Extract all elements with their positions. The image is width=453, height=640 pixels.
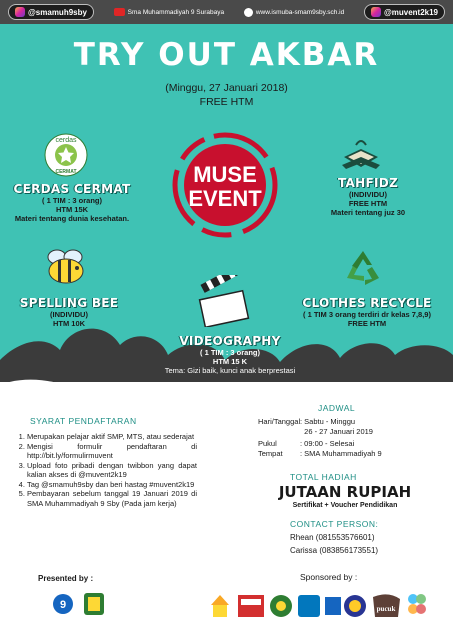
jadwal-key: Hari/Tanggal: [258, 417, 301, 426]
instagram-icon: [15, 7, 25, 17]
jadwal-row: [258, 449, 382, 458]
event-fee: FREE HTM: [199, 96, 254, 108]
hadiah-heading: TOTAL HADIAH: [290, 472, 357, 482]
wordpress-icon: [244, 8, 253, 17]
muse-line1: MUSE: [193, 162, 257, 187]
tahfidz-detail-2: FREE HTM: [348, 199, 388, 208]
muse-line2: EVENT: [188, 186, 262, 211]
hadiah-note: Sertifikat + Voucher Pendidikan: [292, 502, 398, 509]
jadwal-key: Pukul: [258, 439, 277, 448]
sponsored-by-label: Sponsored by :: [300, 572, 358, 582]
jadwal-row: [258, 417, 355, 426]
syarat-item: 3. Upload foto pribadi dengan twibbon yang dapat kalian akses di @muvent2k19: [27, 461, 197, 480]
tahfidz-detail-1: (INDIVIDU): [349, 190, 387, 199]
recycle-icon: [343, 248, 383, 288]
youtube-text: Sma Muhammadiyah 9 Surabaya: [127, 8, 225, 16]
social-bar: [0, 0, 453, 24]
cerdas-detail-2: HTM 15K: [55, 205, 89, 214]
bee-icon: [44, 248, 90, 284]
poster-title: TRY OUT AKBAR: [73, 37, 380, 73]
jadwal-value: : 09:00 - Selesai: [300, 439, 355, 448]
quran-icon: [340, 135, 382, 175]
instagram-right-text: @muvent2k19: [383, 7, 438, 17]
syarat-item: 2. Mengisi formulir pendaftaran di http://bit.ly/formulirmuvent: [27, 442, 197, 461]
spelling-title: SPELLING BEE: [19, 296, 119, 310]
syarat-list: [13, 432, 197, 508]
jadwal-heading: JADWAL: [318, 403, 356, 413]
jadwal-value: : SMA Muhammadiyah 9: [300, 449, 382, 458]
svg-text:pucuk: pucuk: [376, 605, 396, 613]
event-spelling-bee: [14, 296, 124, 328]
badge-bottom-text: CERMAT: [55, 169, 77, 175]
syarat-heading: SYARAT PENDAFTARAN: [30, 416, 137, 426]
cerdas-title: CERDAS CERMAT: [13, 182, 131, 196]
video-detail-1: ( 1 TIM : 3 orang): [200, 348, 260, 357]
event-date: (Minggu, 27 Januari 2018): [165, 82, 288, 94]
syarat-item: 1. Merupakan pelajar aktif SMP, MTS, atau sederajat: [27, 432, 197, 442]
jadwal-value: : Sabtu - Minggu: [300, 417, 356, 426]
muse-event-logo: [170, 130, 280, 240]
event-videography: [130, 334, 330, 375]
syarat-item: 4. Tag @smamuh9sby dan beri hastag #muvent2k19: [27, 480, 197, 490]
jadwal-value: 26 - 27 Januari 2019: [300, 427, 373, 436]
event-tahfidz: [318, 176, 418, 217]
youtube-icon: [114, 8, 125, 16]
jadwal-key: Tempat: [258, 449, 283, 458]
event-clothes-recycle: [282, 296, 452, 328]
event-cerdas-cermat: [8, 182, 136, 223]
clothes-detail-2: FREE HTM: [347, 319, 387, 328]
instagram-left-text: @smamuh9sby: [28, 7, 87, 17]
spelling-detail-1: (INDIVIDU): [50, 310, 88, 319]
tahfidz-title: TAHFIDZ: [337, 176, 398, 190]
contact-person[interactable]: Rhean (081553576601): [290, 533, 375, 542]
instagram-handle-left[interactable]: [8, 4, 94, 20]
website-link[interactable]: [244, 8, 344, 17]
spelling-detail-2: HTM 10K: [52, 319, 86, 328]
instagram-icon: [371, 7, 381, 17]
jadwal-key: [258, 427, 300, 436]
svg-text:9: 9: [59, 599, 67, 611]
hadiah-amount: JUTAAN RUPIAH: [278, 483, 412, 501]
syarat-item: 5. Pembayaran sebelum tanggal 19 Januari 2019 di SMA Muhammadiyah 9 Sby (Pada jam kerja): [27, 489, 197, 508]
clothes-detail-1: ( 1 TIM 3 orang terdiri dr kelas 7,8,9): [303, 310, 431, 319]
cerdas-cermat-badge: [44, 133, 88, 177]
contact-heading: CONTACT PERSON:: [290, 519, 379, 529]
tahfidz-detail-3: Materi tentang juz 30: [330, 208, 406, 217]
video-detail-2: HTM 15 K: [212, 357, 248, 366]
video-detail-3: Tema: Gizi baik, kunci anak berprestasi: [164, 366, 296, 375]
youtube-channel[interactable]: [114, 8, 224, 16]
website-text: www.ismuba-smam9sby.sch.id: [255, 8, 345, 16]
cerdas-detail-1: ( 1 TIM : 3 orang): [42, 196, 102, 205]
instagram-handle-right[interactable]: [364, 4, 445, 20]
clapperboard-icon: [196, 275, 258, 327]
presented-by-label: Presented by :: [38, 574, 94, 583]
contact-person[interactable]: Carissa (083856173551): [290, 546, 379, 555]
video-title: VIDEOGRAPHY: [179, 334, 281, 348]
jadwal-row: [258, 427, 373, 436]
presenter-logos: [52, 590, 112, 618]
cerdas-detail-3: Materi tentang dunia kesehatan.: [14, 214, 130, 223]
jadwal-row: [258, 439, 354, 448]
badge-top-text: cerdas: [55, 137, 77, 144]
clothes-title: CLOTHES RECYCLE: [302, 296, 432, 310]
sponsor-logos: [208, 587, 448, 621]
